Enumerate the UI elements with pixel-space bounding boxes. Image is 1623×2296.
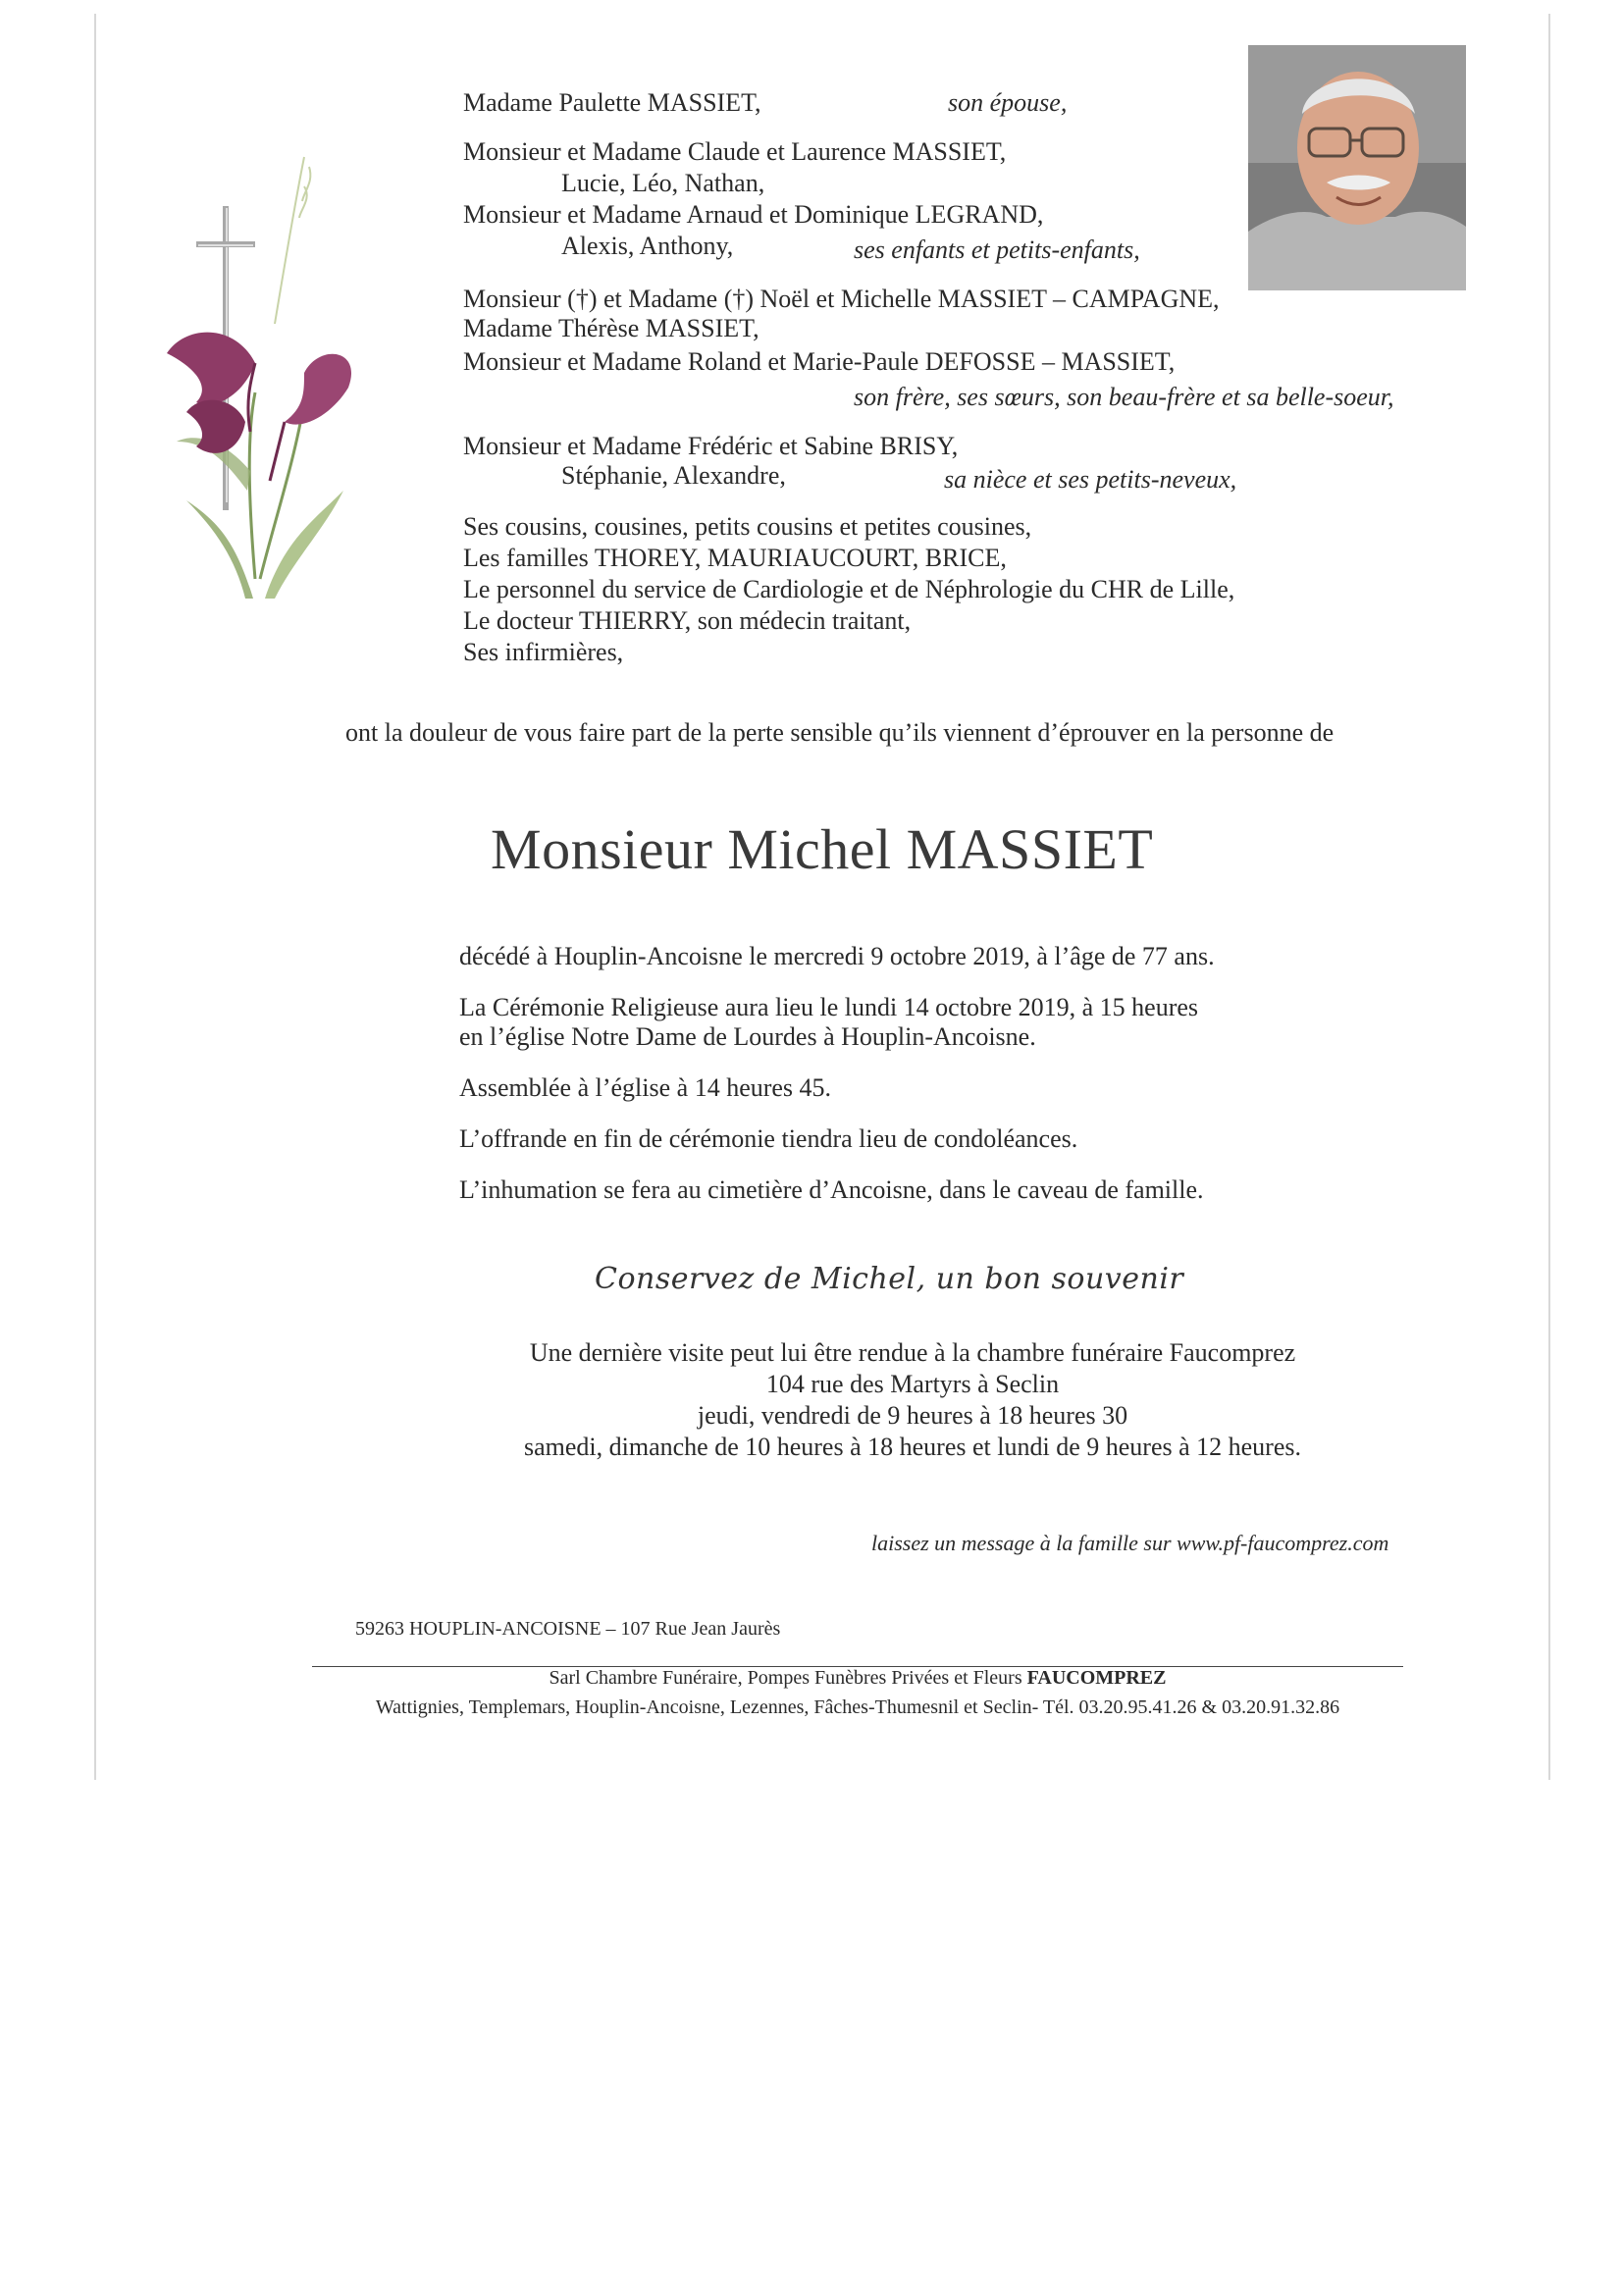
family-line-11: Stéphanie, Alexandre, <box>561 461 786 490</box>
detail-burial: L’inhumation se fera au cimetière d’Ancoisne, dans le caveau de famille. <box>459 1175 1204 1204</box>
family-line-16: Ses infirmières, <box>463 638 624 666</box>
cross-lily-decoration <box>157 147 353 608</box>
detail-death: décédé à Houplin-Ancoisne le mercredi 9 octobre 2019, à l’âge de 77 ans. <box>459 942 1215 970</box>
family-role-1: son épouse, <box>948 88 1068 117</box>
left-margin-line <box>94 14 96 1780</box>
family-line-12: Ses cousins, cousines, petits cousins et petites cousines, <box>463 512 1032 541</box>
right-margin-line <box>1548 14 1550 1780</box>
portrait-photo <box>1248 45 1466 290</box>
footer-company-name: FAUCOMPREZ <box>1026 1667 1167 1689</box>
family-line-10: Monsieur et Madame Frédéric et Sabine BRISY, <box>463 432 959 460</box>
family-line-7: Madame Thérèse MASSIET, <box>463 314 759 342</box>
lily-flower-icon <box>167 333 351 481</box>
deceased-name: Monsieur Michel MASSIET <box>491 817 1154 881</box>
family-line-6: Monsieur (†) et Madame (†) Noël et Michelle MASSIET – CAMPAGNE, <box>463 285 1220 313</box>
detail-offering: L’offrande en fin de cérémonie tiendra lieu de condoléances. <box>459 1124 1078 1153</box>
footer-locations: Wattignies, Templemars, Houplin-Ancoisne, Lezennes, Fâches-Thumesnil et Seclin- Tél. 03.20.95.41.26 & 03.20.91.32.86 <box>375 1696 1340 1718</box>
family-line-13: Les familles THOREY, MAURIAUCOURT, BRICE, <box>463 544 1007 572</box>
footer-company-prefix: Sarl Chambre Funéraire, Pompes Funèbres Privées et Fleurs <box>549 1667 1027 1689</box>
footer-company <box>312 1666 1403 1690</box>
footer-address: 59263 HOUPLIN-ANCOISNE – 107 Rue Jean Jaurès <box>355 1618 781 1640</box>
family-role-11: sa nièce et ses petits-neveux, <box>944 465 1237 494</box>
visit-line-4: samedi, dimanche de 10 heures à 18 heures et lundi de 9 heures à 12 heures. <box>523 1433 1301 1461</box>
family-line-4: Monsieur et Madame Arnaud et Dominique LEGRAND, <box>463 200 1044 229</box>
detail-ceremony-1: La Cérémonie Religieuse aura lieu le lundi 14 octobre 2019, à 15 heures <box>459 993 1199 1021</box>
visit-line-1: Une dernière visite peut lui être rendue à la chambre funéraire Faucomprez <box>529 1338 1296 1367</box>
family-line-3: Lucie, Léo, Nathan, <box>561 169 765 197</box>
family-line-8: Monsieur et Madame Roland et Marie-Paule DEFOSSE – MASSIET, <box>463 347 1176 376</box>
remembrance-text: Conservez de Michel, un bon souvenir <box>595 1262 1184 1296</box>
family-line-14: Le personnel du service de Cardiologie et de Néphrologie du CHR de Lille, <box>463 575 1235 603</box>
family-line-15: Le docteur THIERRY, son médecin traitant, <box>463 606 912 635</box>
family-role-9: son frère, ses sœurs, son beau-frère et sa belle-soeur, <box>854 383 1394 411</box>
family-line-2: Monsieur et Madame Claude et Laurence MASSIET, <box>463 137 1007 166</box>
visit-line-3: jeudi, vendredi de 9 heures à 18 heures 30 <box>697 1401 1128 1430</box>
announcement-text: ont la douleur de vous faire part de la perte sensible qu’ils viennent d’éprouver en la personne de <box>345 718 1335 747</box>
message-note: laissez un message à la famille sur www.pf-faucomprez.com <box>871 1531 1389 1555</box>
detail-ceremony-2: en l’église Notre Dame de Lourdes à Houplin-Ancoisne. <box>459 1022 1036 1051</box>
family-role-5: ses enfants et petits-enfants, <box>854 235 1140 264</box>
visit-line-2: 104 rue des Martyrs à Seclin <box>765 1370 1060 1398</box>
family-line-5: Alexis, Anthony, <box>561 232 734 260</box>
family-line-1: Madame Paulette MASSIET, <box>463 88 761 117</box>
portrait-image <box>1248 45 1466 290</box>
detail-assembly: Assemblée à l’église à 14 heures 45. <box>459 1073 832 1102</box>
